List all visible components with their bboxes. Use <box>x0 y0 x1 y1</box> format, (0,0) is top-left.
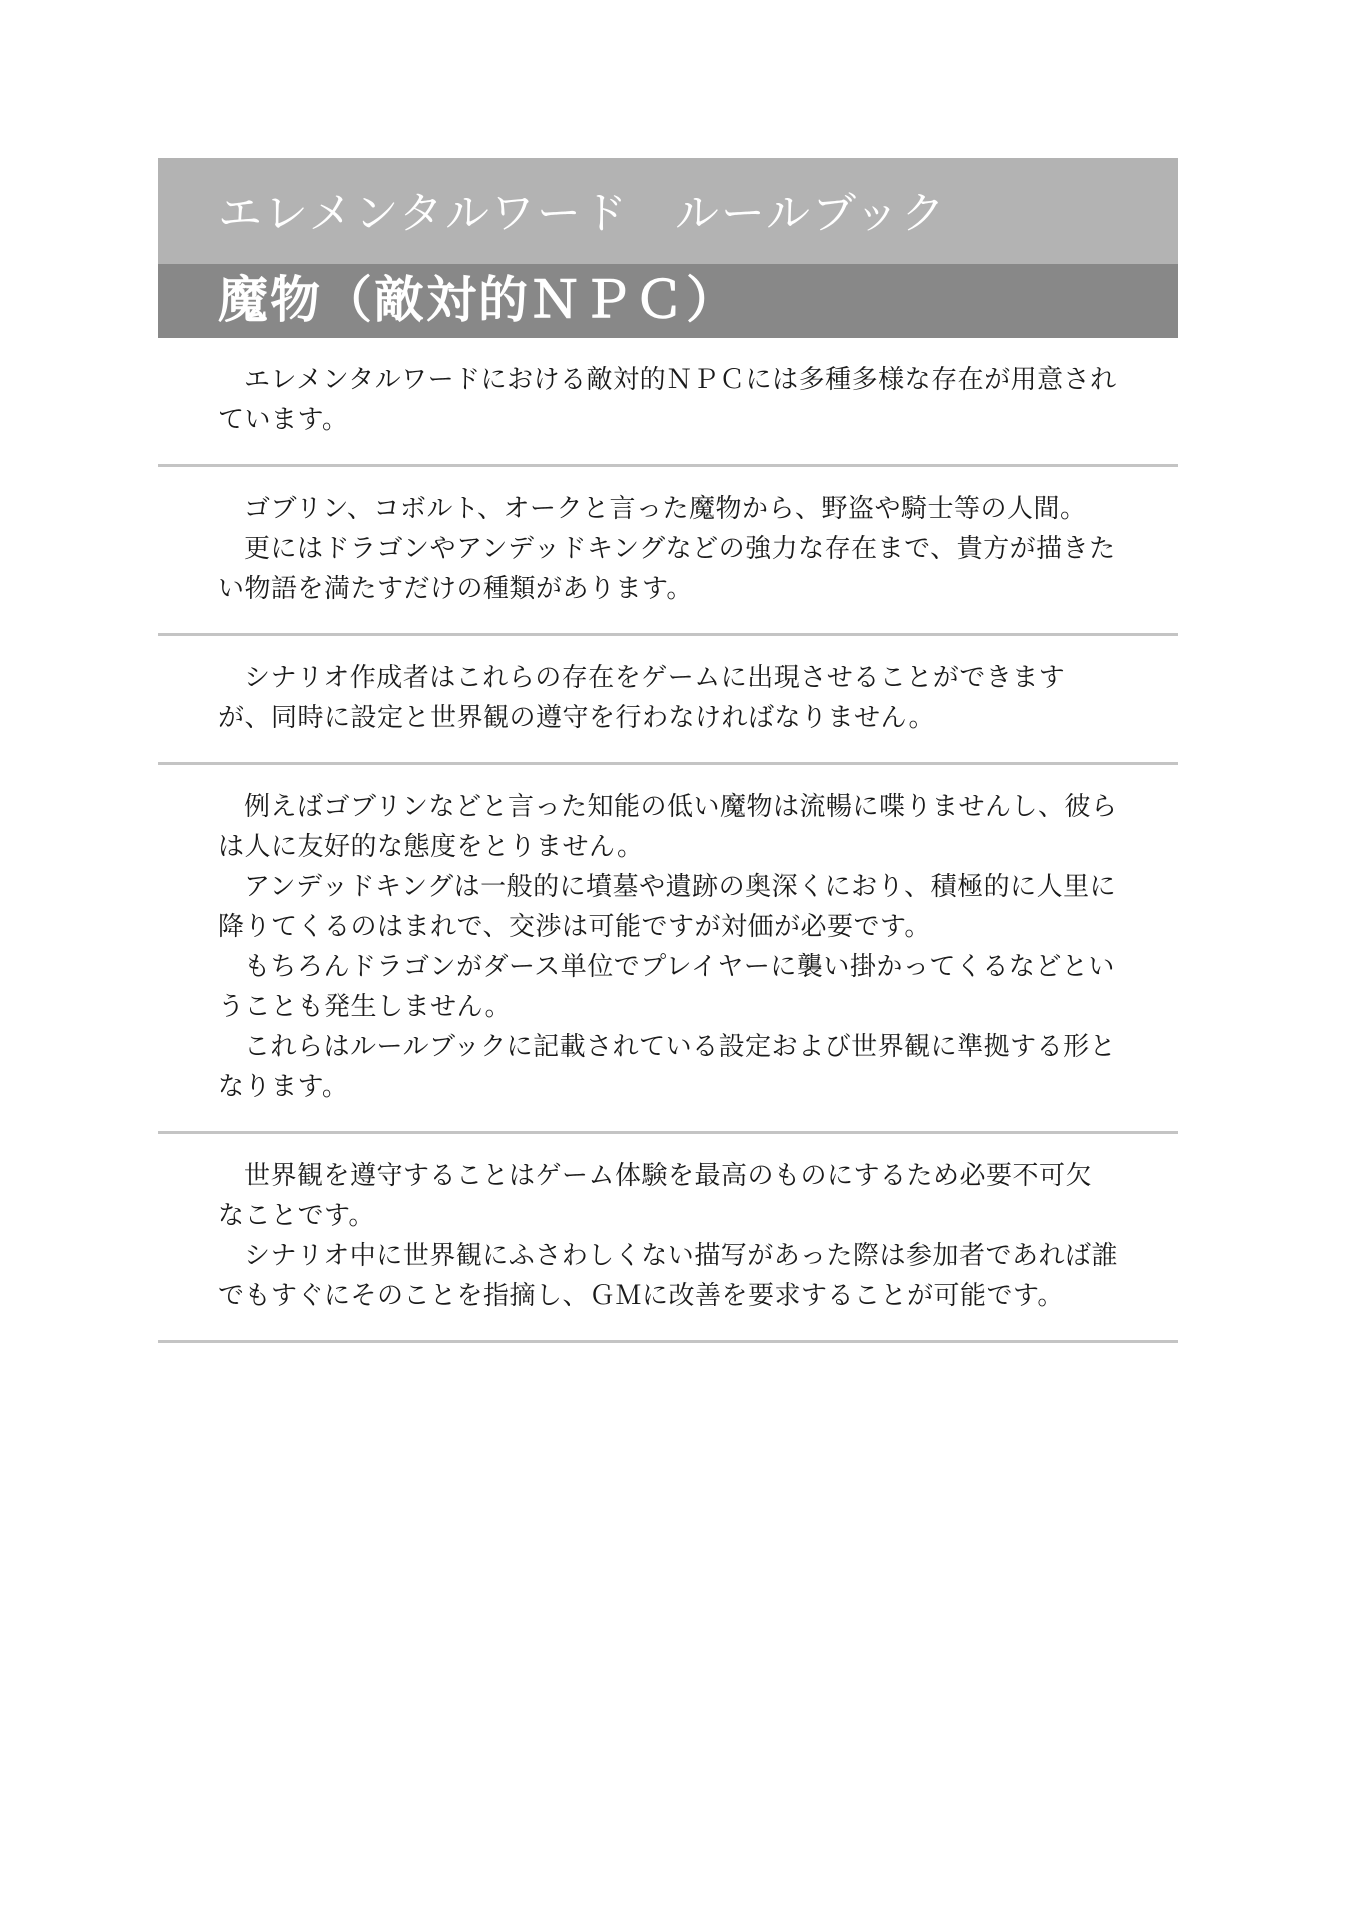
paragraph: エレメンタルワードにおける敵対的ＮＰＣには多種多様な存在が用意されています。 <box>218 365 1117 435</box>
document-page <box>158 158 1178 1343</box>
section-examples <box>158 467 1178 636</box>
chapter-title-banner <box>158 264 1178 338</box>
paragraph: 例えばゴブリンなどと言った知能の低い魔物は流暢に喋りませんし、彼らは人に友好的な態度をとりません。 <box>218 792 1118 862</box>
paragraph: 世界観を遵守することはゲーム体験を最高のものにするため必要不可欠なことです。 <box>218 1161 1093 1231</box>
section-behavior-examples <box>158 765 1178 1134</box>
book-title-banner <box>158 158 1178 264</box>
content-sections <box>158 338 1178 1343</box>
section-intro <box>158 338 1178 467</box>
section-scenario-rules <box>158 636 1178 765</box>
paragraph: これらはルールブックに記載されている設定および世界観に準拠する形となります。 <box>218 1032 1117 1102</box>
paragraph: もちろんドラゴンがダース単位でプレイヤーに襲い掛かってくるなどということも発生しません。 <box>218 952 1115 1022</box>
paragraph: アンデッドキングは一般的に墳墓や遺跡の奥深くにおり、積極的に人里に降りてくるのはまれで、交渉は可能ですが対価が必要です。 <box>218 872 1117 942</box>
paragraph: シナリオ作成者はこれらの存在をゲームに出現させることができますが、同時に設定と世界観の遵守を行わなければなりません。 <box>218 663 1066 733</box>
book-title: エレメンタルワード ルールブック <box>218 188 947 239</box>
section-worldview <box>158 1134 1178 1343</box>
chapter-title: 魔物（敵対的ＮＰＣ） <box>218 271 738 329</box>
paragraph: 更にはドラゴンやアンデッドキングなどの強力な存在まで、貴方が描きたい物語を満たすだけの種類があります。 <box>218 534 1116 604</box>
paragraph: シナリオ中に世界観にふさわしくない描写があった際は参加者であれば誰でもすぐにそのことを指摘し、ＧＭに改善を要求することが可能です。 <box>218 1241 1118 1311</box>
paragraph: ゴブリン、コボルト、オークと言った魔物から、野盗や騎士等の人間。 <box>244 494 1087 524</box>
